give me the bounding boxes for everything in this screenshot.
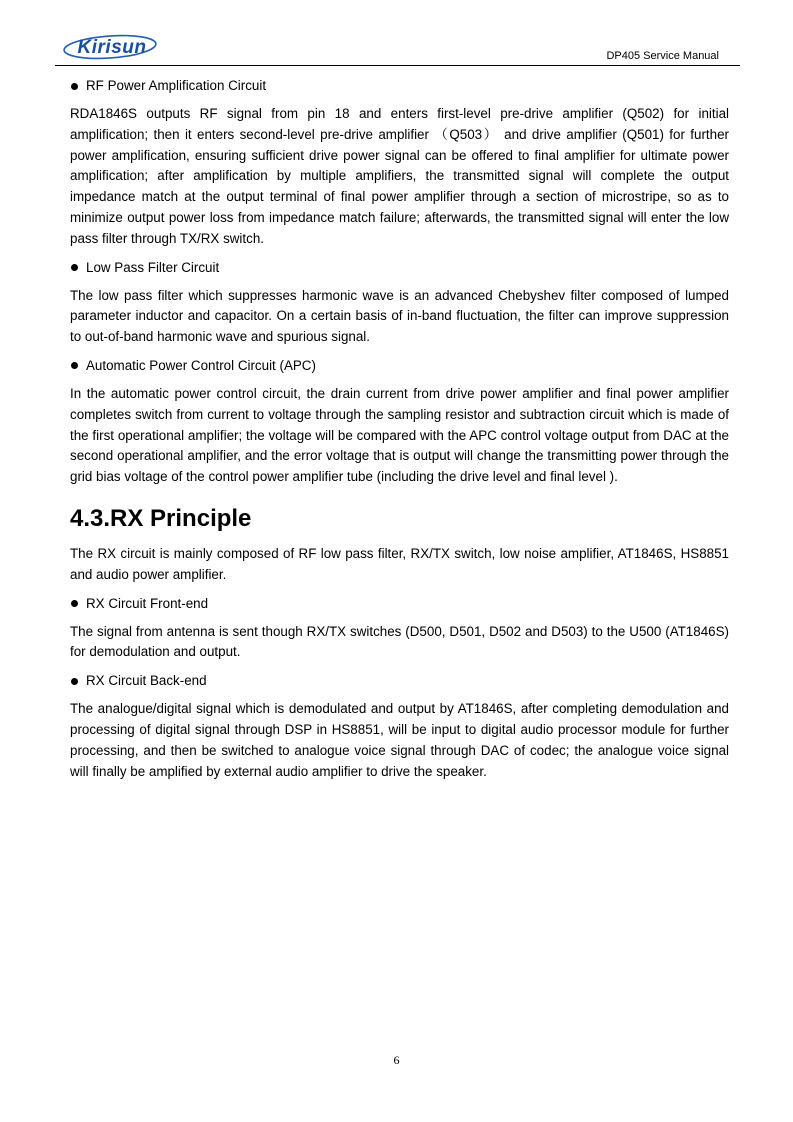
manual-title: DP405 Service Manual <box>606 50 719 62</box>
paragraph-rx-intro: The RX circuit is mainly composed of RF low pass filter, RX/TX switch, low noise amplifier, AT1846S, HS8851 and audio power amplifier. <box>70 545 729 582</box>
header-divider <box>55 65 740 66</box>
svg-text:Kirisun: Kirisun <box>77 37 147 58</box>
bullet-heading-rx-back-end <box>70 671 729 691</box>
bullet-text: RF Power Amplification Circuit <box>86 78 267 93</box>
bullet-heading-apc <box>70 356 729 376</box>
paragraph-rf-power: RDA1846S outputs RF signal from pin 18 and enters first-level pre-drive amplifier (Q502) for initial amplification; then it enters second-level pre-drive amplifier （Q503） and drive amplifier (Q501) for further power amplification, ensuring sufficient drive power signal can be offered to final amplifier for ultimate power amplification; after amplification by multiple amplifiers, the transmitted signal will complete the output impedance match at the output terminal of final power amplifier through a section of microstripe, so as to minimize output power loss from impedance match failure; afterwards, the transmitted signal will enter the low pass filter through TX/RX switch. <box>70 106 729 246</box>
bullet-text: Automatic Power Control Circuit (APC) <box>86 357 316 373</box>
bullet-text: RX Circuit Back-end <box>86 673 207 689</box>
bullet-dot-icon <box>71 678 78 685</box>
bullet-dot-icon <box>71 362 78 369</box>
bullet-dot-icon <box>71 83 78 90</box>
bullet-heading-rf-power <box>70 76 729 96</box>
page-number: 6 <box>393 1053 400 1067</box>
bullet-dot-icon <box>71 600 78 607</box>
paragraph-low-pass-filter: The low pass filter which suppresses harmonic wave is an advanced Chebyshev filter composed of lumped parameter inductor and capacitor. On a certain basis of in-band fluctuation, the filter can improve suppression to out-of-band harmonic wave and spurious signal. <box>70 287 729 345</box>
page-content <box>70 76 729 790</box>
page-header <box>0 0 793 70</box>
bullet-dot-icon <box>71 264 78 271</box>
bullet-text: Low Pass Filter Circuit <box>86 259 220 275</box>
section-title: 4.3.RX Principle <box>70 504 252 532</box>
paragraph-rx-back-end: The analogue/digital signal which is demodulated and output by AT1846S, after completing demodulation and processing of digital signal through DSP in HS8851, will be input to digital audio processor module for further processing, and then be switched to analogue voice signal through DAC of codec; the analogue voice signal will finally be amplified by external audio amplifier to drive the speaker. <box>70 701 729 779</box>
paragraph-apc: In the automatic power control circuit, the drain current from drive power amplifier and final power amplifier completes switch from current to voltage through the sampling resistor and subtraction circuit which is made of the first operational amplifier; the voltage will be compared with the APC control voltage output from DAC at the second operational amplifier, and the error voltage that is output will change the transmitting power through the grid bias voltage of the control power amplifier tube (including the drive level and final level ). <box>70 385 729 485</box>
bullet-heading-low-pass-filter <box>70 258 729 278</box>
kirisun-logo <box>62 34 158 60</box>
bullet-text: RX Circuit Front-end <box>86 595 209 611</box>
bullet-heading-rx-front-end <box>70 594 729 614</box>
paragraph-rx-front-end: The signal from antenna is sent though RX/TX switches (D500, D501, D502 and D503) to the U500 (AT1846S) for demodulation and output. <box>70 623 729 660</box>
